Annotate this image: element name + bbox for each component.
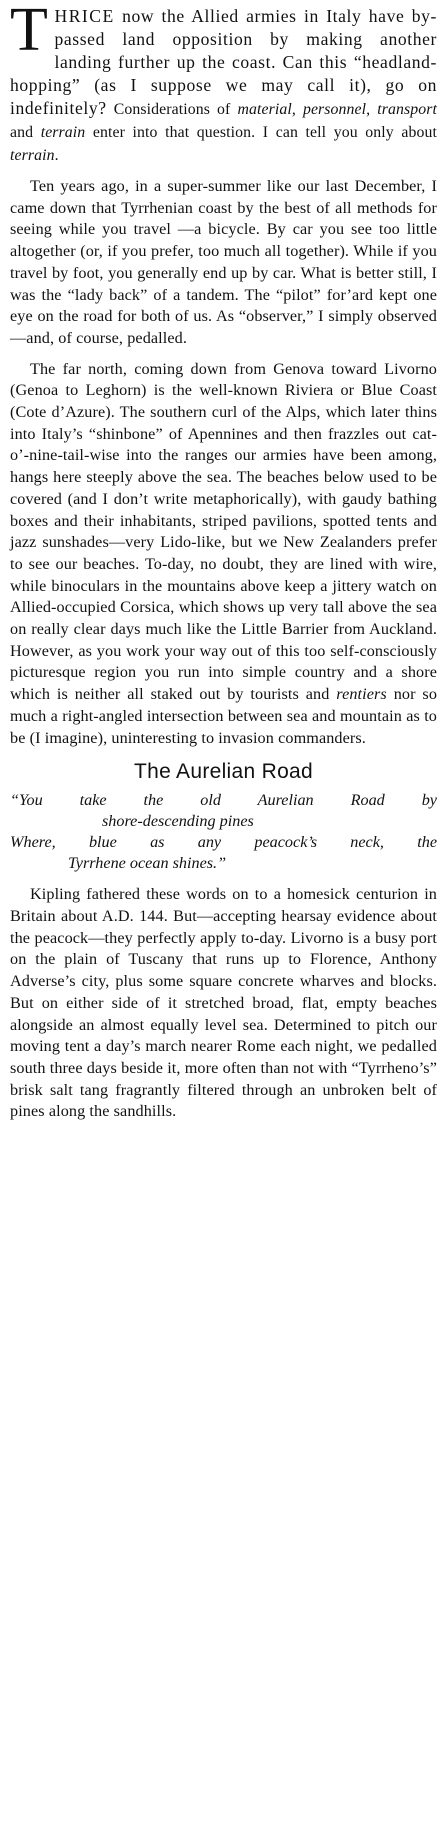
verse-line-2: shore-descending pines	[102, 812, 254, 831]
verse-line-1: “You take the old Aurelian Road by	[10, 791, 437, 810]
intro-text-small-1: Considerations of	[106, 101, 238, 118]
verse-line-4: Tyrrhene ocean shines.”	[68, 854, 227, 873]
intro-caps: HRICE	[54, 6, 115, 26]
paragraph-riviera	[10, 359, 437, 750]
riviera-text-a: The far north, coming down from Genova toward Livorno (Genoa to Leghorn) is the well-known Riviera or Blue Coast (Cote d’Azure). The southern curl of the Alps, which later thins into Italy’s “shinbone” of Apennines and then frazzles out cat-o’-nine-tail-wise into the ranges our armies have been among, hangs here steeply above the sea. The beaches below used to be covered (and I don’t write metaphorically), with gaudy bathing boxes and their inhabitants, striped pavilions, spotted tents and jazz sunshades—very Lido-like, but we New Zealanders prefer to see our beaches. To-day, no doubt, they are lined with wire, while binoculars in the mountains above keep a jittery watch on Allied-occupied Corsica, which shows up very tall above the sea on really clear days much like the Little Barrier from Auckland. However, as you work your way out of this too self-consciously picturesque region you run into simple country and a shore which is neither all staked out by tourists and	[10, 359, 437, 704]
intro-italic-terms: material, personnel, transport	[237, 101, 437, 118]
verse-line-3: Where, blue as any peacock’s neck, the	[10, 833, 437, 852]
paragraph-livorno: Kipling fathered these words on to a homesick centurion in Britain about A.D. 144. But—accepting hearsay evidence about the peacock—they perfectly apply to-day. Livorno is a busy port on the plain of Tuscany that runs up to Florence, Anthony Adverse’s city, plus some square concrete wharves and blocks. But on either side of it stretched broad, flat, empty beaches alongside an almost equally level sea. Determined to pitch our moving tent a day’s march nearer Rome each night, we pedalled south three days beside it, more often than not with “Tyrrheno’s” brisk salt tang fragrantly filtered through an unbroken belt of pines along the sandhills.	[10, 885, 437, 1121]
riviera-italic-rentiers: rentiers	[336, 685, 387, 704]
intro-paragraph	[10, 0, 437, 166]
section-heading: The Aurelian Road	[133, 760, 314, 784]
riviera-text-b: nor so much a right-angled intersection between sea and mountain as to be (I imagine), uninteresting to invasion commanders.	[10, 685, 438, 747]
intro-end: .	[54, 147, 59, 164]
intro-text-small-2: and	[10, 124, 41, 141]
intro-text-large: now the Allied armies in Italy have by-passed land opposition by making another landing further up the coast. Can this “headland-hopping” (as I suppose we may call it), go on indefinitely?	[10, 6, 437, 118]
paragraph-tandem: Ten years ago, in a super-summer like our last December, I came down that Tyrrhenian coast by the best of all methods for seeing while you travel —a bicycle. By car you see too little altogether (or, if you prefer, too much all together). While if you travel by foot, you generally end up by car. What is better still, I was the “lady back” of a tandem. The “pilot” for’ard kept one eye on the road for both of us. As “observer,” I simply observed—and, of course, pedalled.	[10, 177, 437, 347]
kipling-verse	[10, 790, 437, 874]
intro-italic-terrain-2: terrain	[10, 147, 55, 164]
drop-cap: T	[10, 0, 49, 64]
intro-italic-terrain: terrain	[40, 124, 86, 141]
intro-text-small-3: enter into that question. I can tell you only about	[85, 124, 437, 141]
